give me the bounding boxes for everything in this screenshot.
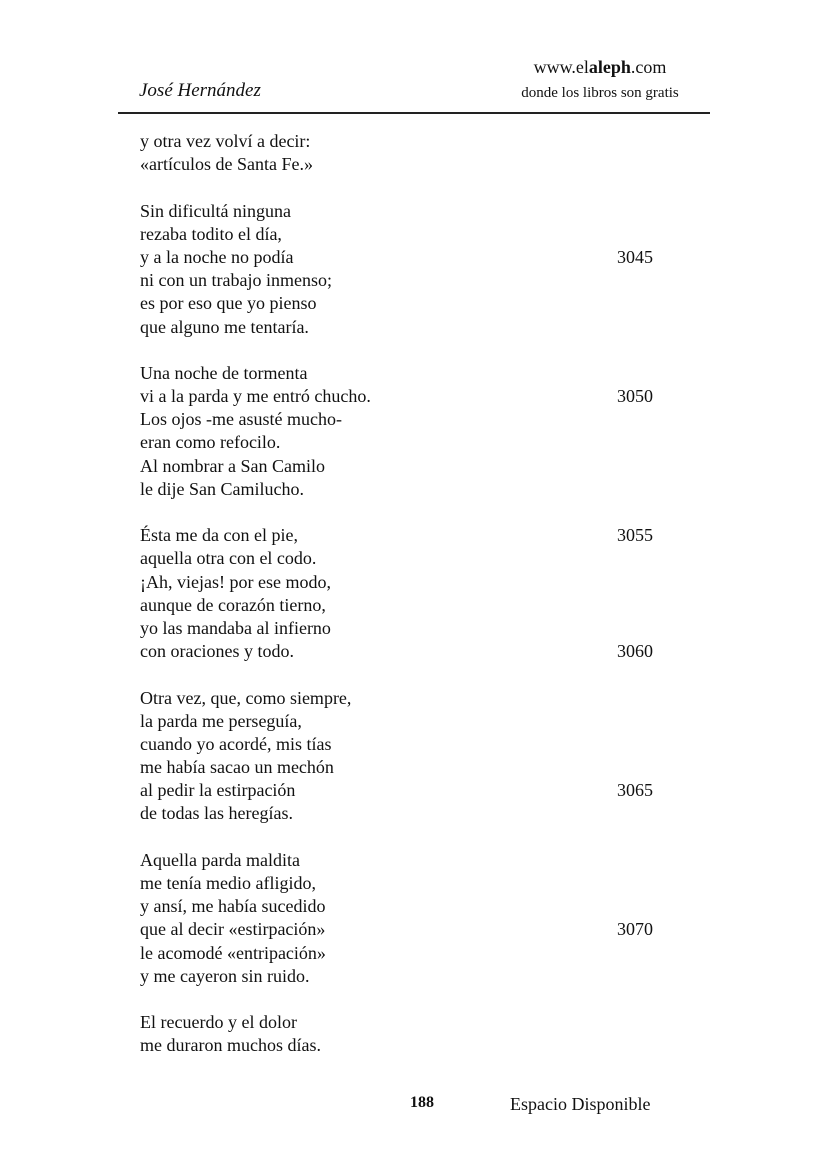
line-number: 3070 [617, 919, 653, 940]
verse-text: y otra vez volví a decir: [140, 131, 311, 151]
stanza-gap [140, 176, 660, 199]
footer-note: Espacio Disponible [510, 1094, 651, 1114]
verse-line [140, 246, 660, 269]
verse-text: le acomodé «entripación» [140, 942, 326, 963]
verse-text: Sin dificultá ninguna [140, 200, 291, 221]
verse-line [140, 617, 660, 640]
verse-line [140, 965, 660, 988]
verse-text: me había sacao un mechón [140, 757, 334, 778]
verse-line [140, 223, 660, 246]
verse-line [140, 756, 660, 779]
verse-line [140, 431, 660, 454]
verse-line [140, 779, 660, 802]
author-name: José Hernández [139, 80, 261, 101]
line-number: 3045 [617, 246, 653, 267]
stanza [140, 849, 660, 988]
header-divider [118, 112, 710, 114]
verse-line [140, 385, 660, 408]
verse-line [140, 200, 660, 223]
verse-text: Otra vez, que, como siempre, [140, 687, 352, 708]
verse-text: le dije San Camilucho. [140, 478, 304, 499]
verse-text: eran como refocilo. [140, 432, 281, 453]
verse-text: aquella otra con el codo. [140, 548, 317, 569]
verse-line [140, 478, 660, 501]
verse-line [140, 640, 660, 663]
verse-line [140, 733, 660, 756]
stanza [140, 200, 660, 339]
verse-line [140, 269, 660, 292]
verse-line [140, 802, 660, 825]
stanza-gap [140, 988, 660, 1011]
verse-text: «artículos de Santa Fe.» [140, 154, 313, 175]
line-number: 3050 [617, 386, 653, 407]
verse-line [140, 292, 660, 315]
line-number: 3060 [617, 641, 653, 662]
verse-line [140, 710, 660, 733]
verse-text: me duraron muchos días. [140, 1035, 321, 1056]
verse-text: rezaba todito el día, [140, 223, 282, 244]
verse-text: aunque de corazón tierno, [140, 594, 326, 615]
stanza-gap [140, 663, 660, 686]
verse-text: Ésta me da con el pie, [140, 525, 298, 546]
verse-text: Al nombrar a San Camilo [140, 455, 325, 476]
verse-text: Aquella parda maldita [140, 849, 300, 870]
page-number: 188 [410, 1094, 434, 1111]
stanza-gap [140, 826, 660, 849]
verse-text: ni con un trabajo inmenso; [140, 270, 332, 291]
verse-text: de todas las heregías. [140, 803, 293, 824]
verse-text: que alguno me tentaría. [140, 316, 309, 337]
verse-line [140, 872, 660, 895]
verse-text: con oraciones y todo. [140, 641, 294, 662]
verse-line [140, 316, 660, 339]
stanza [140, 524, 660, 663]
stanza [140, 362, 660, 501]
site-url-prefix: www.el [533, 57, 589, 77]
verse-line [140, 687, 660, 710]
verse-line [140, 594, 660, 617]
line-number: 3055 [617, 525, 653, 546]
verse-text: al pedir la estirpación [140, 780, 296, 801]
verse-line [140, 408, 660, 431]
verse-text: yo las mandaba al infierno [140, 617, 331, 638]
verse-line [140, 153, 660, 176]
site-url[interactable] [500, 57, 700, 78]
verse-text: ¡Ah, viejas! por ese modo, [140, 571, 331, 592]
verse-text: El recuerdo y el dolor [140, 1012, 297, 1033]
verse-line [140, 942, 660, 965]
stanza-gap [140, 339, 660, 362]
verse-line [140, 130, 660, 153]
verse-line [140, 455, 660, 478]
verse-text: es por eso que yo pienso [140, 293, 317, 314]
site-url-suffix: .com [630, 57, 667, 77]
poem-text [140, 130, 660, 1058]
verse-line [140, 895, 660, 918]
verse-line [140, 571, 660, 594]
site-tagline: donde los libros son gratis [521, 85, 679, 101]
verse-text: y me cayeron sin ruido. [140, 965, 310, 986]
verse-text: Los ojos -me asusté mucho- [140, 409, 342, 430]
verse-text: Una noche de tormenta [140, 362, 308, 383]
verse-line [140, 1011, 660, 1034]
stanza [140, 130, 660, 176]
verse-text: la parda me perseguía, [140, 710, 302, 731]
verse-line [140, 547, 660, 570]
stanza [140, 1011, 660, 1057]
line-number: 3065 [617, 780, 653, 801]
stanza-gap [140, 501, 660, 524]
verse-text: me tenía medio afligido, [140, 873, 316, 893]
verse-line [140, 524, 660, 547]
verse-line [140, 918, 660, 941]
verse-text: vi a la parda y me entró chucho. [140, 386, 371, 407]
verse-line [140, 362, 660, 385]
stanza [140, 687, 660, 826]
verse-line [140, 849, 660, 872]
verse-text: y ansí, me había sucedido [140, 896, 326, 917]
site-url-brand: aleph [588, 57, 631, 77]
verse-line [140, 1034, 660, 1057]
verse-text: cuando yo acordé, mis tías [140, 733, 332, 754]
verse-text: que al decir «estirpación» [140, 919, 326, 940]
verse-text: y a la noche no podía [140, 246, 294, 267]
